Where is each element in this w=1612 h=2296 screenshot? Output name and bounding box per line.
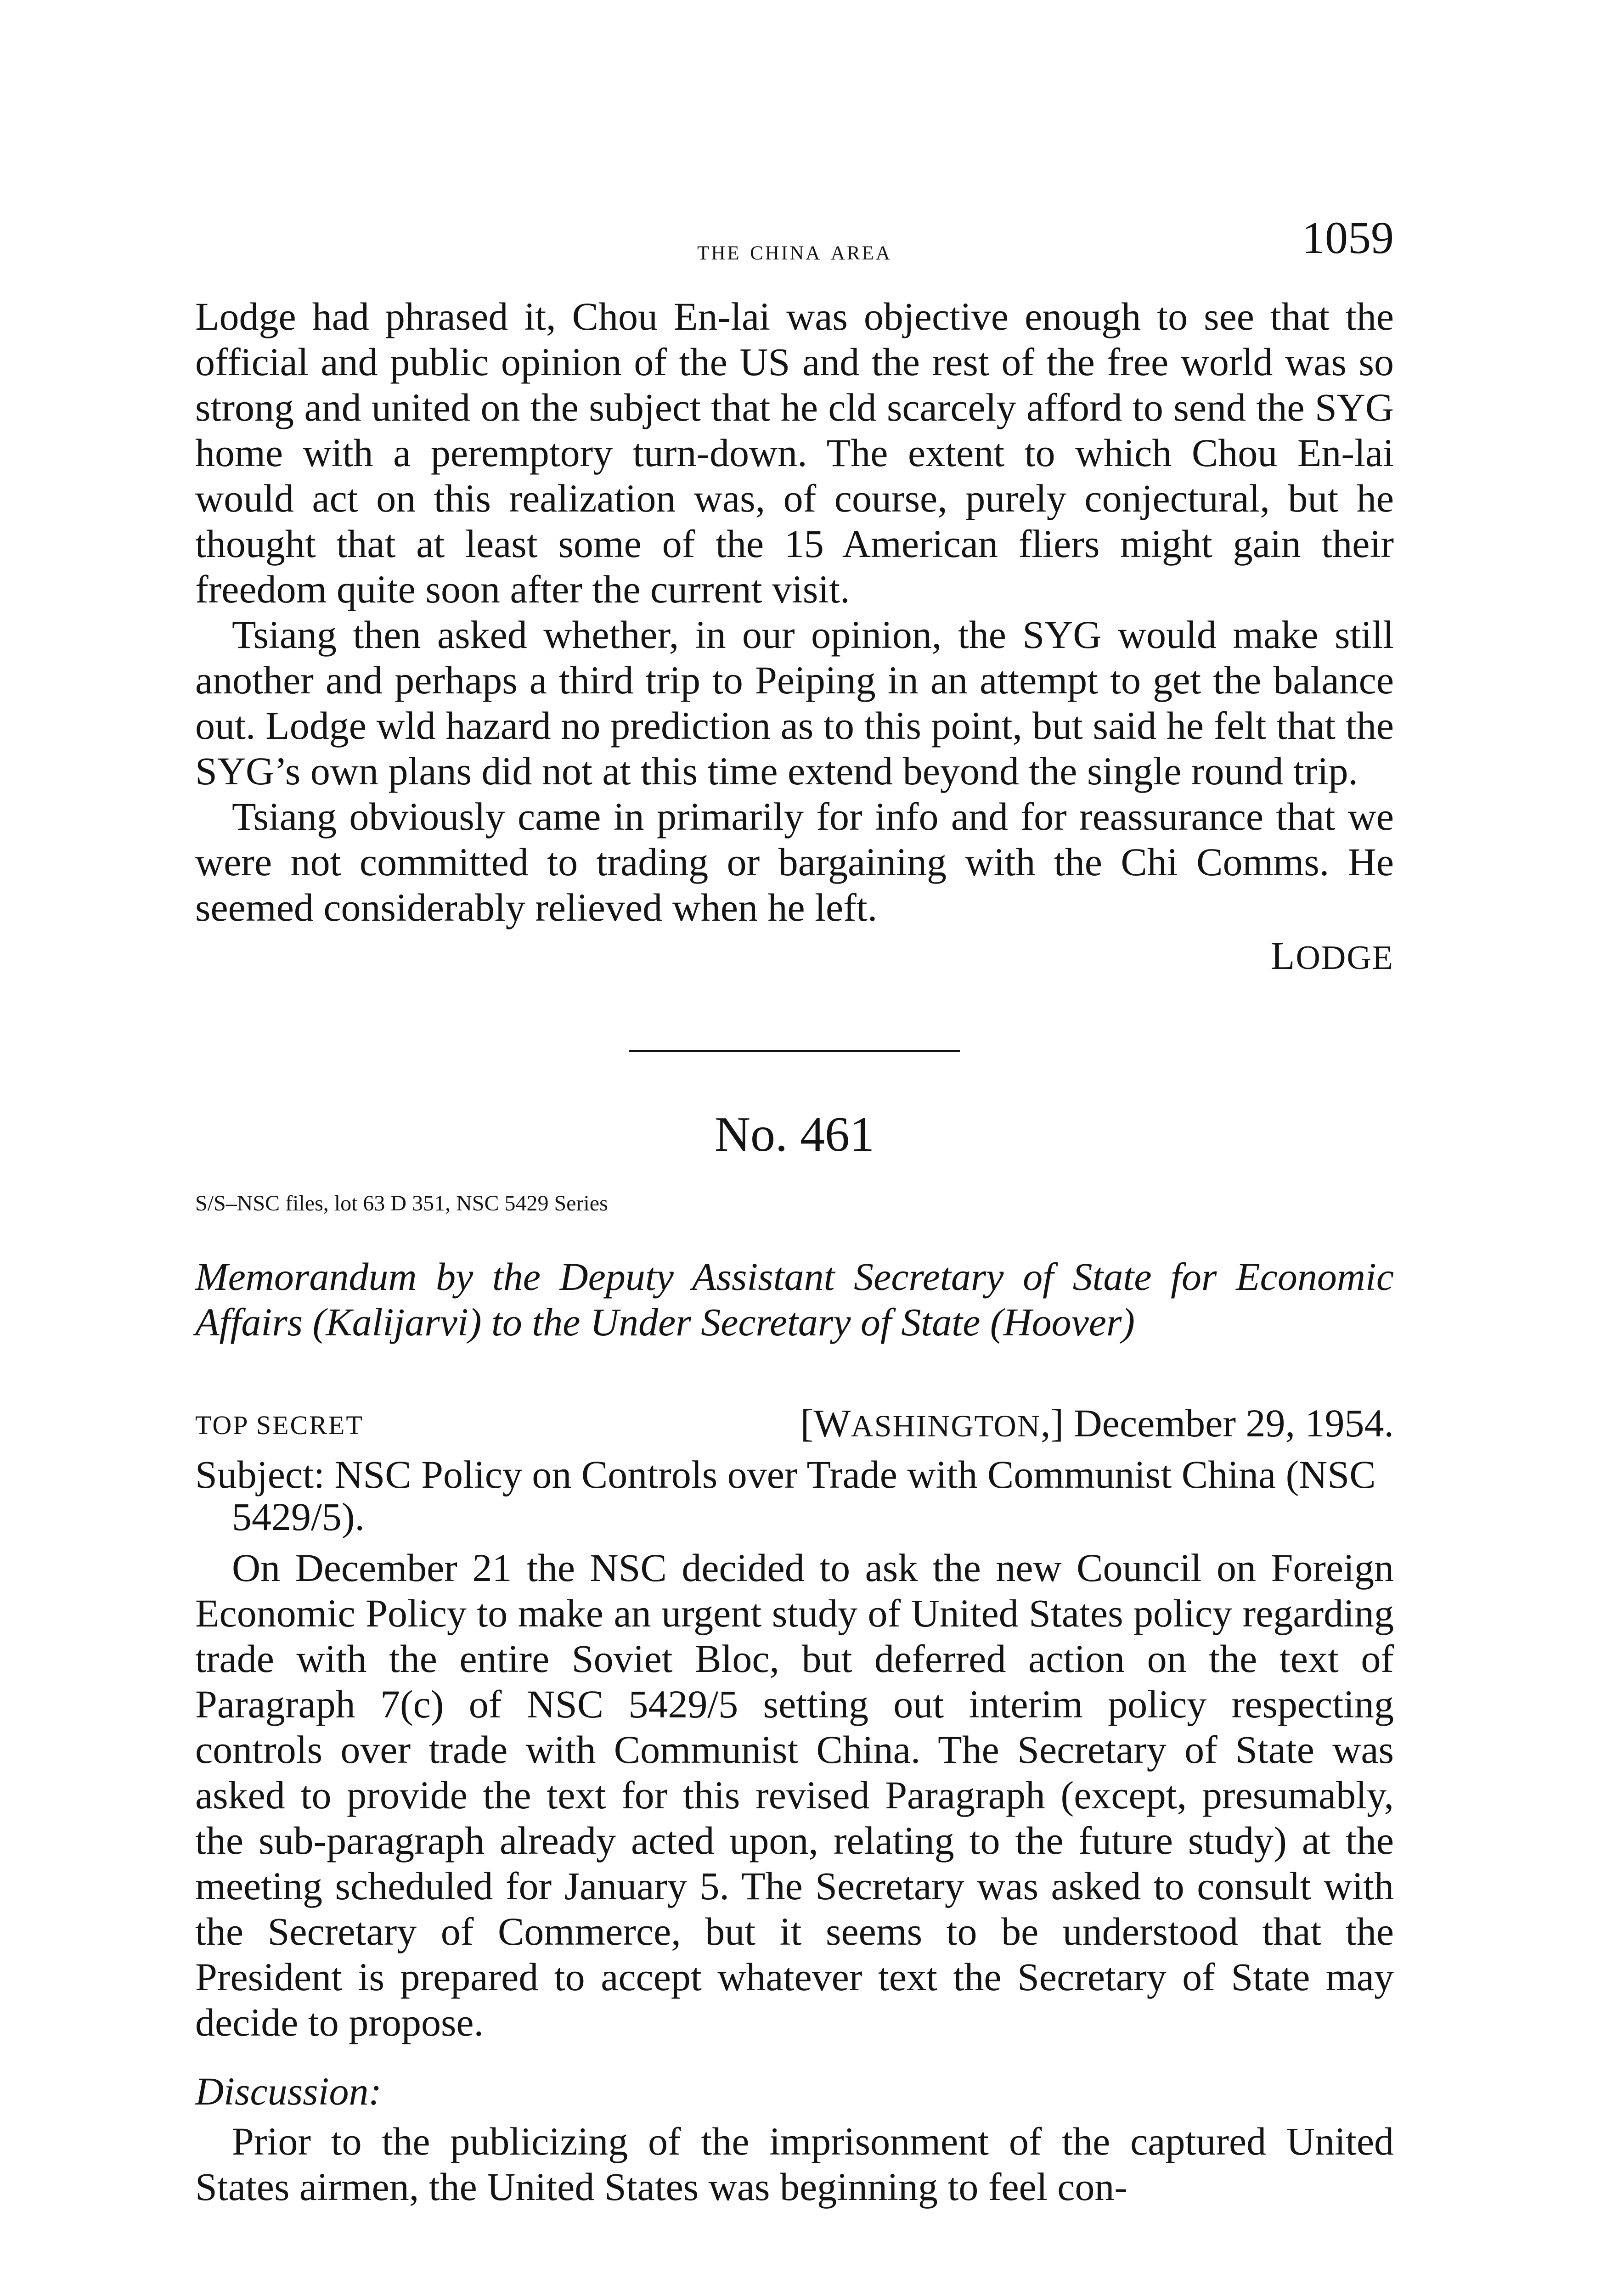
classification-line	[195, 1396, 1394, 1446]
discussion-paragraph: Prior to the publicizing of the imprisonment of the captured United States airmen, the United States was beginning to feel con-	[195, 2119, 1394, 2209]
section-divider	[629, 1050, 960, 1052]
place-small-caps: ASHINGTON	[851, 1408, 1041, 1443]
signature-rest: ODGE	[1296, 939, 1394, 977]
signature-initial: L	[1270, 934, 1296, 978]
subject-line: Subject: NSC Policy on Controls over Trade with Communist China (NSC 5429/5).	[195, 1452, 1376, 1539]
continuation-paragraph: Tsiang then asked whether, in our opinion, the SYG would make still another and perhaps a third trip to Peiping in an attempt to get the balance out. Lodge wld hazard no prediction as to this point, but said he felt that the SYG’s own plans did not at this time extend beyond the single round trip.	[195, 613, 1394, 793]
place-date	[800, 1400, 1394, 1446]
continuation-paragraph: Lodge had phrased it, Chou En-lai was objective enough to see that the official and public opinion of the US and the rest of the free world was so strong and united on the subject that he cld scarcely afford to send the SYG home with a peremptory turn-down. The extent to which Chou En-lai would act on this realization was, of course, purely conjectural, but he thought that at least some of the 15 American fliers might gain their freedom quite soon after the current visit.	[195, 294, 1394, 611]
body-paragraph: On December 21 the NSC decided to ask the new Council on Foreign Economic Policy to make an urgent study of United States policy regarding trade with the entire Soviet Bloc, but deferred action on the text of Paragraph 7(c) of NSC 5429/5 setting out interim policy respecting controls over trade with Communist China. The Secretary of State was asked to provide the text for this revised Paragraph (except, presumably, the sub-paragraph already acted upon, relating to the future study) at the meeting scheduled for January 5. The Secretary was asked to consult with the Secretary of Commerce, but it seems to be understood that the President is prepared to accept whatever text the Secretary of State may decide to propose.	[195, 1546, 1394, 2044]
classification-label: TOP SECRET	[195, 1410, 364, 1440]
page-number: 1059	[1302, 212, 1394, 263]
discussion-heading: Discussion:	[195, 2069, 382, 2113]
document-page	[195, 202, 1394, 2210]
date: December 29, 1954.	[1064, 1401, 1394, 1445]
page-header	[195, 202, 1394, 294]
source-note: S/S–NSC files, lot 63 D 351, NSC 5429 Series	[195, 1191, 608, 1216]
place-open: [W	[800, 1401, 851, 1445]
continuation-paragraph: Tsiang obviously came in primarily for info and for reassurance that we were not committed to trading or bargaining with the Chi Comms. He seemed considerably relieved when he left.	[195, 794, 1394, 929]
document-title: Memorandum by the Deputy Assistant Secretary of State for Economic Affairs (Kalijarvi) to the Under Secretary of State (Hoover)	[195, 1255, 1394, 1344]
place-close: ,]	[1041, 1401, 1064, 1445]
document-number: No. 461	[715, 1107, 874, 1162]
running-head: the china area	[697, 235, 892, 266]
signature	[195, 933, 1394, 981]
